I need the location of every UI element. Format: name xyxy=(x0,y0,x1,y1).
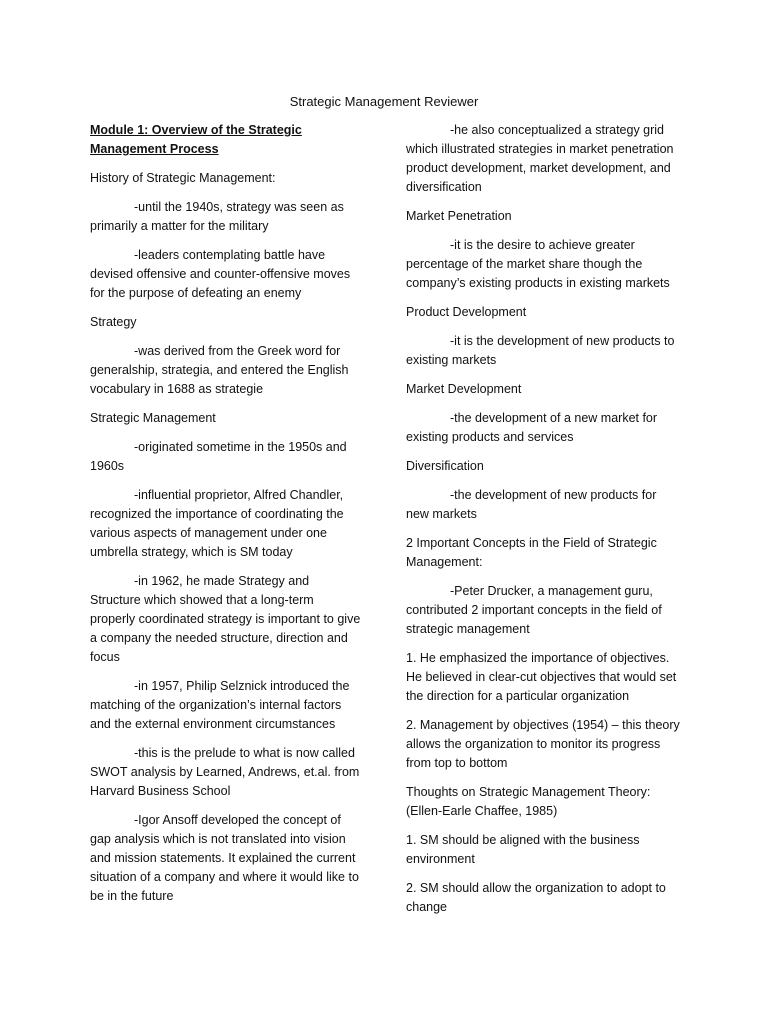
paragraph: -it is the desire to achieve greater percentage of the market share though the company’s existing products in existing markets xyxy=(406,238,670,290)
section-label: History of Strategic Management: xyxy=(90,171,276,185)
paragraph: -was derived from the Greek word for generalship, strategia, and entered the English vocabulary in 1688 as strategie xyxy=(90,344,349,396)
section-label: Strategy xyxy=(90,315,137,329)
paragraph: -until the 1940s, strategy was seen as primarily a matter for the military xyxy=(90,200,344,233)
paragraph: -it is the development of new products to existing markets xyxy=(406,334,675,367)
section-label: Product Development xyxy=(406,305,527,319)
section-label: Strategic Management xyxy=(90,411,216,425)
paragraph: -originated sometime in the 1950s and 1960s xyxy=(90,440,347,473)
paragraph: -the development of new products for new markets xyxy=(406,488,657,521)
paragraph: -the development of a new market for existing products and services xyxy=(406,411,658,444)
left-column xyxy=(90,121,362,916)
paragraph: -leaders contemplating battle have devised offensive and counter-offensive moves for the purpose of defeating an enemy xyxy=(90,248,351,300)
paragraph: -in 1957, Philip Selznick introduced the matching of the organization’s internal factors and the external environment circumstances xyxy=(90,679,350,731)
module-heading: Module 1: Overview of the Strategic Management Process xyxy=(90,123,302,156)
section-label: Thoughts on Strategic Management Theory: (Ellen-Earle Chaffee, 1985) xyxy=(406,785,651,818)
section-label: 2 Important Concepts in the Field of Strategic Management: xyxy=(406,536,657,569)
paragraph: -he also conceptualized a strategy grid which illustrated strategies in market penetration product development, market development, and diversification xyxy=(406,123,674,194)
paragraph: -influential proprietor, Alfred Chandler, recognized the importance of coordinating the various aspects of management under one umbrella strategy, which is SM today xyxy=(90,488,344,559)
paragraph: -this is the prelude to what is now called SWOT analysis by Learned, Andrews, et.al. from Harvard Business School xyxy=(90,746,360,798)
paragraph: -in 1962, he made Strategy and Structure which showed that a long-term properly coordinated strategy is important to give a company the needed structure, direction and focus xyxy=(90,574,361,664)
document-title: Strategic Management Reviewer xyxy=(289,94,479,109)
right-column xyxy=(406,121,682,927)
list-item: 1. He emphasized the importance of objectives. He believed in clear-cut objectives that would set the direction for a particular organization xyxy=(406,651,677,703)
list-item: 2. Management by objectives (1954) – this theory allows the organization to monitor its progress from top to bottom xyxy=(406,718,680,770)
list-item: 1. SM should be aligned with the business environment xyxy=(406,833,640,866)
section-label: Market Development xyxy=(406,382,522,396)
paragraph: -Peter Drucker, a management guru, contributed 2 important concepts in the field of strategic management xyxy=(406,584,662,636)
section-label: Market Penetration xyxy=(406,209,512,223)
section-label: Diversification xyxy=(406,459,484,473)
list-item: 2. SM should allow the organization to adopt to change xyxy=(406,881,666,914)
paragraph: -Igor Ansoff developed the concept of gap analysis which is not translated into vision and mission statements. It explained the current situation of a company and where it would like to be in the future xyxy=(90,813,359,903)
